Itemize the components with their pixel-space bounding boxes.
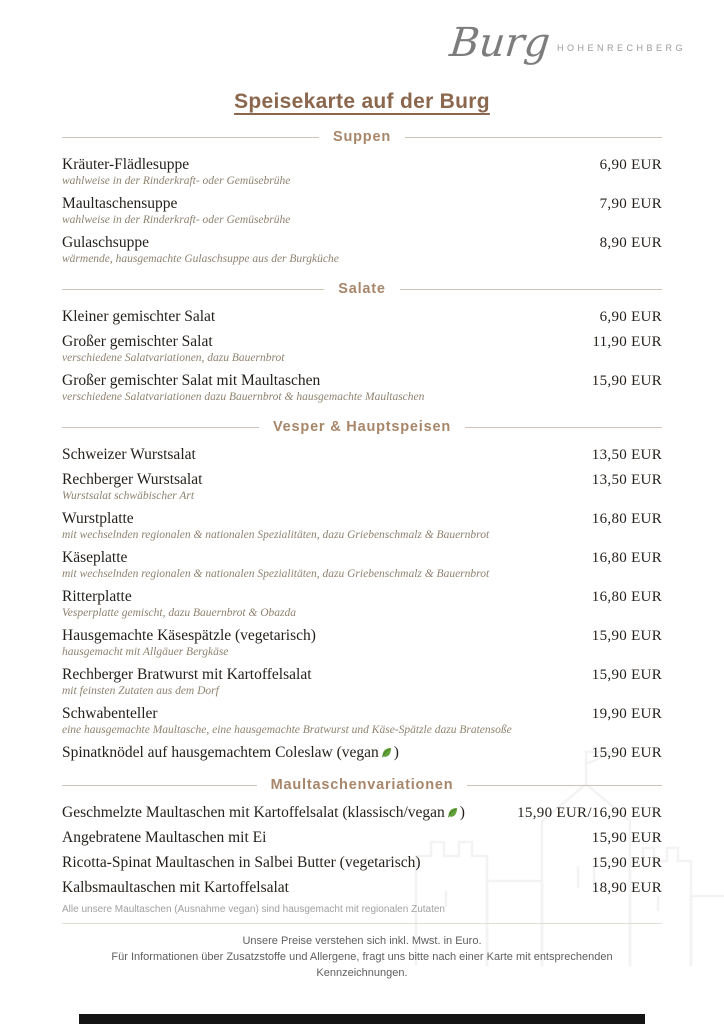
item-price: 16,80 EUR	[591, 511, 662, 527]
item-desc: wahlweise in der Rinderkraft- oder Gemüsebrühe	[62, 214, 291, 226]
vegan-leaf-icon	[446, 806, 459, 819]
item-row	[62, 854, 662, 872]
section-title: Vesper & Hauptspeisen	[273, 419, 451, 435]
menu-item	[62, 666, 662, 698]
item-row	[62, 666, 662, 684]
item-name: Großer gemischter Salat mit Maultaschen	[62, 372, 321, 389]
item-row	[62, 156, 662, 174]
footer-line-1: Unsere Preise verstehen sich inkl. Mwst. in Euro.	[242, 935, 482, 947]
menu-item	[62, 879, 662, 897]
item-name: Rechberger Wurstsalat	[62, 471, 203, 488]
item-desc: wahlweise in der Rinderkraft- oder Gemüsebrühe	[62, 175, 291, 187]
item-name: Maultaschensuppe	[62, 195, 178, 212]
menu-item	[62, 471, 662, 503]
page-title: Speisekarte auf der Burg	[234, 90, 490, 113]
item-row	[62, 744, 662, 762]
footer-line-3: Kennzeichnungen.	[316, 967, 408, 979]
item-desc: Vesperplatte gemischt, dazu Bauernbrot & Obazda	[62, 607, 297, 619]
menu-section	[62, 776, 662, 897]
section-rule-right	[467, 785, 662, 786]
item-name: Schweizer Wurstsalat	[62, 446, 196, 463]
item-desc: verschiedene Salatvariationen dazu Bauernbrot & hausgemachte Maultaschen	[62, 391, 425, 403]
item-name: Kleiner gemischter Salat	[62, 308, 216, 325]
item-row	[62, 804, 662, 822]
item-price: 15,90 EUR/16,90 EUR	[517, 805, 662, 821]
menu-item	[62, 549, 662, 581]
menu-item	[62, 234, 662, 266]
item-name: Ricotta-Spinat Maultaschen in Salbei Butter (vegetarisch)	[62, 854, 421, 871]
logo-wordmark: HOHENRECHBERG	[556, 43, 686, 53]
menu-item	[62, 195, 662, 227]
item-row	[62, 510, 662, 528]
item-row	[62, 372, 662, 390]
maultaschen-note: Alle unsere Maultaschen (Ausnahme vegan) sind hausgemacht mit regionalen Zutaten	[62, 904, 445, 915]
menu-item	[62, 372, 662, 404]
item-price: 8,90 EUR	[599, 235, 662, 251]
item-price: 15,90 EUR	[591, 745, 662, 761]
item-name: Ritterplatte	[62, 588, 132, 605]
item-row	[62, 308, 662, 326]
footer-line-2: Für Informationen über Zusatzstoffe und Allergene, fragt uns bitte nach einer Karte mit entsprechenden	[111, 951, 613, 963]
section-header	[62, 418, 662, 436]
section-rule-left	[62, 785, 257, 786]
item-row	[62, 705, 662, 723]
item-price: 6,90 EUR	[599, 157, 662, 173]
section-header	[62, 280, 662, 298]
item-desc: eine hausgemachte Maultasche, eine hausgemachte Bratwurst und Käse-Spätzle dazu Bratensoße	[62, 724, 512, 736]
item-row	[62, 333, 662, 351]
item-price: 13,50 EUR	[591, 472, 662, 488]
item-row	[62, 549, 662, 567]
item-price: 15,90 EUR	[591, 855, 662, 871]
item-price: 7,90 EUR	[599, 196, 662, 212]
logo	[447, 20, 686, 66]
menu-item	[62, 588, 662, 620]
footer	[62, 923, 662, 981]
logo-script: Burg	[447, 20, 553, 66]
item-price: 11,90 EUR	[592, 334, 662, 350]
item-name: Angebratene Maultaschen mit Ei	[62, 829, 267, 846]
item-desc: mit feinsten Zutaten aus dem Dorf	[62, 685, 219, 697]
item-price: 6,90 EUR	[599, 309, 662, 325]
item-desc: mit wechselnden regionalen & nationalen Spezialitäten, dazu Griebenschmalz & Bauernbrot	[62, 529, 490, 541]
section-rule-right	[400, 289, 662, 290]
item-price: 19,90 EUR	[591, 706, 662, 722]
menu-item	[62, 446, 662, 464]
section-rule-left	[62, 137, 319, 138]
item-row	[62, 829, 662, 847]
item-name: Spinatknödel auf hausgemachtem Coleslaw (vegan )	[62, 744, 399, 761]
item-row	[62, 471, 662, 489]
item-name: Kalbsmaultaschen mit Kartoffelsalat	[62, 879, 289, 896]
menu-item	[62, 156, 662, 188]
item-price: 16,80 EUR	[591, 550, 662, 566]
section-rule-right	[405, 137, 662, 138]
menu-section	[62, 128, 662, 266]
section-rule-left	[62, 289, 324, 290]
item-desc: verschiedene Salatvariationen, dazu Bauernbrot	[62, 352, 285, 364]
menu-item	[62, 333, 662, 365]
section-title: Maultaschenvariationen	[270, 777, 454, 793]
section-items	[62, 308, 662, 404]
item-desc: mit wechselnden regionalen & nationalen Spezialitäten, dazu Griebenschmalz & Bauernbrot	[62, 568, 490, 580]
section-title: Suppen	[333, 129, 391, 145]
menu-section	[62, 280, 662, 404]
item-name: Großer gemischter Salat	[62, 333, 213, 350]
menu-item	[62, 804, 662, 822]
section-header	[62, 776, 662, 794]
item-name: Schwabenteller	[62, 705, 158, 722]
item-row	[62, 588, 662, 606]
section-header	[62, 128, 662, 146]
menu-section	[62, 418, 662, 762]
item-price: 18,90 EUR	[591, 880, 662, 896]
item-desc: Wurstsalat schwäbischer Art	[62, 490, 195, 502]
item-price: 15,90 EUR	[591, 667, 662, 683]
item-price: 15,90 EUR	[591, 373, 662, 389]
section-title: Salate	[338, 281, 386, 297]
item-price: 16,80 EUR	[591, 589, 662, 605]
item-name: Hausgemachte Käsespätzle (vegetarisch)	[62, 627, 316, 644]
menu-item	[62, 705, 662, 737]
item-name: Käseplatte	[62, 549, 128, 566]
menu-item	[62, 308, 662, 326]
section-items	[62, 156, 662, 266]
section-rule-right	[465, 427, 662, 428]
menu-sections	[62, 128, 662, 897]
section-items	[62, 446, 662, 762]
item-desc: wärmende, hausgemachte Gulaschsuppe aus der Burgküche	[62, 253, 339, 265]
menu-item	[62, 744, 662, 762]
item-name: Rechberger Bratwurst mit Kartoffelsalat	[62, 666, 312, 683]
item-row	[62, 627, 662, 645]
item-price: 15,90 EUR	[591, 830, 662, 846]
item-name: Wurstplatte	[62, 510, 134, 527]
section-rule-left	[62, 427, 259, 428]
item-price: 13,50 EUR	[591, 447, 662, 463]
item-row	[62, 195, 662, 213]
item-name: Gulaschsuppe	[62, 234, 149, 251]
item-row	[62, 879, 662, 897]
item-row	[62, 234, 662, 252]
menu-item	[62, 854, 662, 872]
item-desc: hausgemacht mit Allgäuer Bergkäse	[62, 646, 229, 658]
bottom-bar	[79, 1014, 645, 1024]
item-row	[62, 446, 662, 464]
section-items	[62, 804, 662, 897]
menu-item	[62, 829, 662, 847]
item-name: Kräuter-Flädlesuppe	[62, 156, 190, 173]
item-name: Geschmelzte Maultaschen mit Kartoffelsalat (klassisch/vegan )	[62, 804, 465, 821]
vegan-leaf-icon	[380, 746, 393, 759]
item-price: 15,90 EUR	[591, 628, 662, 644]
menu-item	[62, 627, 662, 659]
menu-item	[62, 510, 662, 542]
